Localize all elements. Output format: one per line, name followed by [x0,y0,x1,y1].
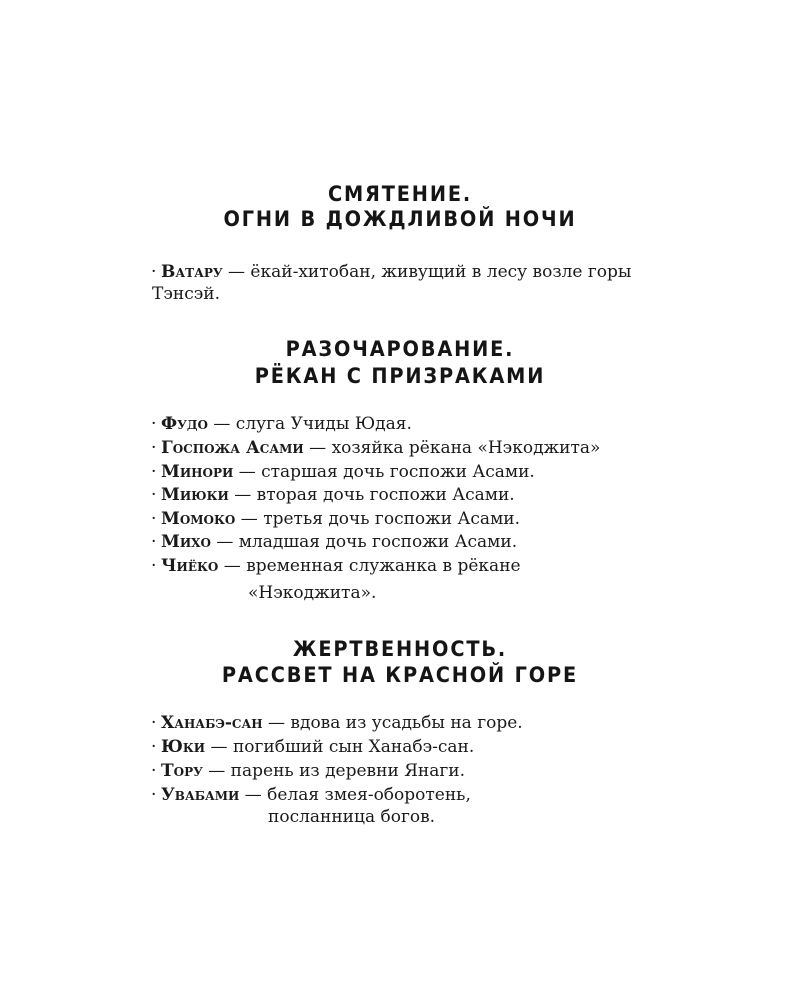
list-item [151,508,520,530]
bullet-icon: · [151,532,157,552]
character-name: Чиёко [161,556,219,576]
character-name: Ханабэ-сан [161,713,263,733]
character-description: — хозяйка рёкана «Нэкоджита» [303,438,601,458]
character-name: Фудо [161,414,208,434]
bullet-icon: · [151,485,157,505]
bullet-icon: · [151,509,157,529]
list-item-continuation: Тэнсэй. [152,284,220,304]
character-description: — ёкай-хитобан, живущий в лесу возле горы [222,262,632,282]
character-name: Тору [161,761,203,781]
section-3-title-line2: РАССВЕТ НА КРАСНОЙ ГОРЕ [221,663,579,687]
list-item [151,531,517,553]
character-description: — парень из деревни Янаги. [202,761,466,781]
list-item [151,461,535,483]
character-description: — младшая дочь госпожи Асами. [210,532,518,552]
bullet-icon: · [151,438,157,458]
list-item [151,760,465,782]
list-item-continuation: посланница богов. [268,807,436,827]
list-item [151,736,474,758]
section-1-title-line2: ОГНИ В ДОЖДЛИВОЙ НОЧИ [223,207,577,231]
character-description: — погибший сын Ханабэ-сан. [205,737,475,757]
bullet-icon: · [151,414,157,434]
list-item [151,437,600,459]
bullet-icon: · [151,556,157,576]
character-description: — белая змея-оборотень, [239,785,471,805]
character-description: — слуга Учиды Юдая. [208,414,412,434]
bullet-icon: · [151,713,157,733]
character-description: — третья дочь госпожи Асами. [235,509,521,529]
bullet-icon: · [151,785,157,805]
character-name: Момоко [161,509,236,529]
character-name: Ватару [161,262,223,282]
character-name: Госпожа Асами [161,438,304,458]
bullet-icon: · [151,737,157,757]
list-item [151,555,521,577]
character-name: Увабами [161,785,240,805]
character-name: Юки [161,737,206,757]
character-name: Миюки [161,485,229,505]
character-description: — вдова из усадьбы на горе. [262,713,523,733]
list-item [151,712,523,734]
list-item [151,784,471,806]
list-item-continuation: «Нэкоджита». [248,583,377,603]
list-item [151,484,515,506]
character-description: — вторая дочь госпожи Асами. [228,485,515,505]
section-1-title-line1: СМЯТЕНИЕ. [327,182,473,206]
character-name: Минори [161,462,234,482]
character-description: — временная служанка в рёкане [218,556,521,576]
list-item [151,413,412,435]
section-2-title-line2: РЁКАН С ПРИЗРАКАМИ [254,364,546,388]
section-2-title-line1: РАЗОЧАРОВАНИЕ. [285,337,515,361]
section-3-title-line1: ЖЕРТВЕННОСТЬ. [292,637,508,661]
bullet-icon: · [151,761,157,781]
list-item [151,261,631,283]
bullet-icon: · [151,462,157,482]
character-name: Михо [161,532,211,552]
character-description: — старшая дочь госпожи Асами. [233,462,535,482]
bullet-icon: · [151,262,157,282]
